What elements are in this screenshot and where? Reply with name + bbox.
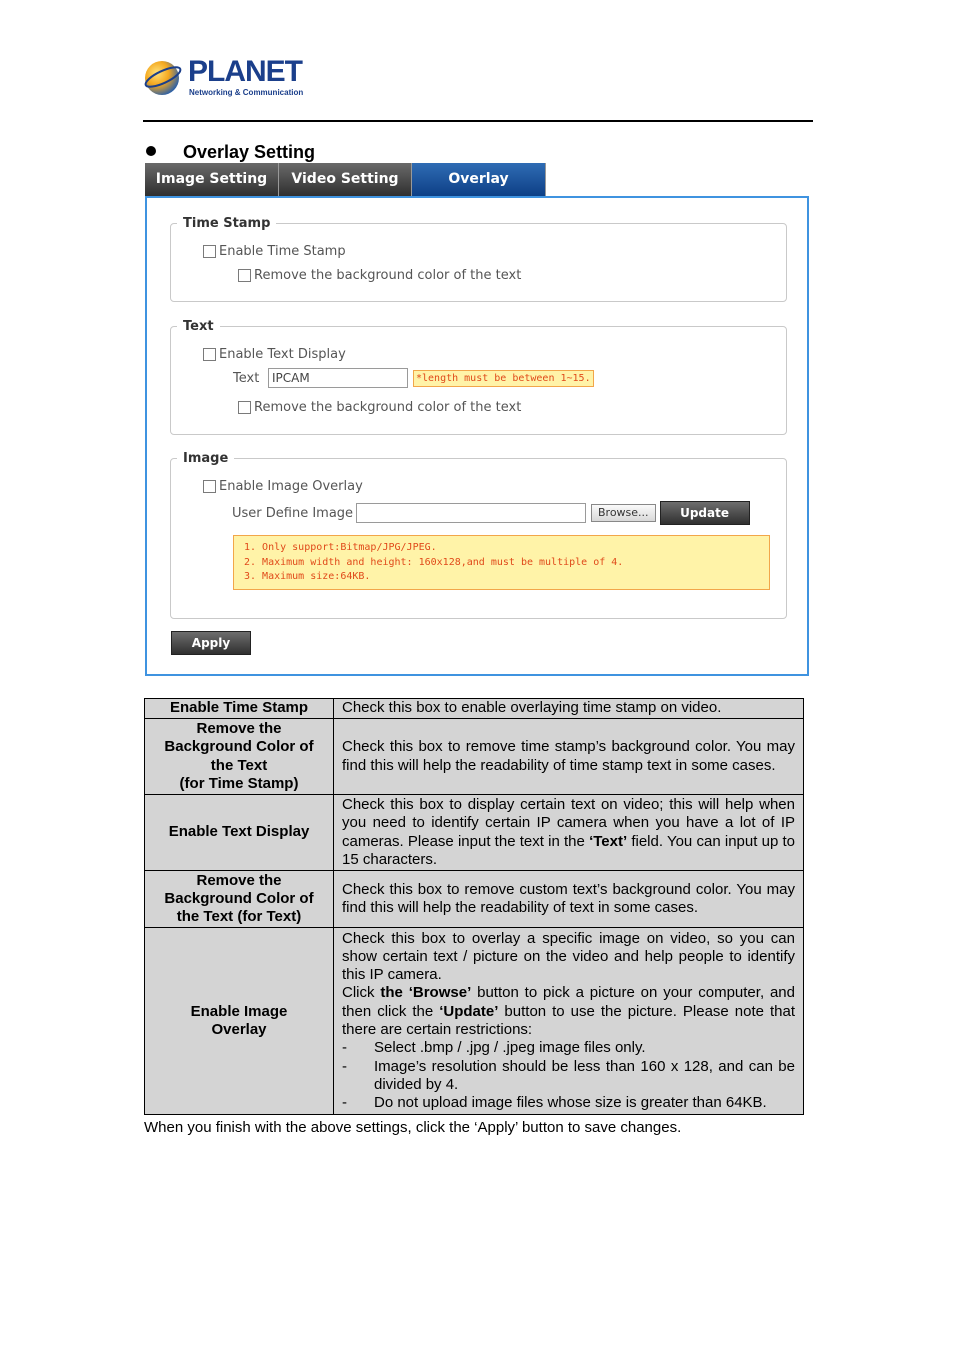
- dash-bullet: -: [342, 1039, 347, 1057]
- dash-bullet: -: [342, 1057, 347, 1075]
- enable-text-checkbox[interactable]: [203, 348, 216, 361]
- row-description: [334, 928, 804, 1115]
- tab-image-setting[interactable]: Image Setting: [145, 163, 279, 196]
- note-line: 2. Maximum width and height: 160x128,and must be multiple of 4.: [244, 556, 624, 568]
- table-row: [145, 699, 804, 719]
- desc-text: Check this box to display certain text on video; this will help when you need to identify certain IP camera when you have a lot of IP cameras. Please input the text in the: [342, 795, 795, 850]
- restriction-item: [342, 1039, 795, 1057]
- desc-paragraph: Check this box to overlay a specific image on video, so you can show certain text / picture on the video and help people to identify this IP camera.: [342, 929, 795, 984]
- globe-icon: [143, 56, 183, 98]
- table-row: [145, 719, 804, 795]
- user-image-row: [232, 501, 750, 525]
- enable-timestamp-checkbox[interactable]: [203, 245, 216, 258]
- table-row: [145, 871, 804, 928]
- label-line: the Text: [210, 756, 268, 774]
- enable-timestamp-label: Enable Time Stamp: [219, 244, 346, 259]
- tab-video-setting[interactable]: Video Setting: [279, 163, 412, 196]
- row-label: [145, 719, 334, 795]
- timestamp-group: [170, 216, 787, 302]
- timestamp-legend: Time Stamp: [183, 216, 271, 231]
- note-line: 3. Maximum size:64KB.: [244, 571, 371, 582]
- label-line: the Text (for Text): [176, 908, 302, 926]
- tab-overlay[interactable]: Overlay: [412, 163, 546, 196]
- planet-logo: [143, 56, 303, 100]
- desc-emphasis: ‘Text’: [589, 832, 628, 850]
- row-label: Enable Text Display: [145, 795, 334, 871]
- row-description: Check this box to remove time stamp’s background color. You may find this will help the readability of time stamp text in some cases.: [334, 719, 804, 795]
- text-length-hint: *length must be between 1~15.: [413, 370, 594, 387]
- apply-button[interactable]: Apply: [171, 631, 251, 655]
- desc-emphasis: ‘Update’: [439, 1002, 499, 1020]
- text-input[interactable]: IPCAM: [268, 368, 408, 388]
- label-line: Background Color of: [164, 889, 314, 907]
- enable-image-label: Enable Image Overlay: [219, 479, 363, 494]
- restriction-text: Select .bmp / .jpg / .jpeg image files only.: [374, 1039, 646, 1057]
- desc-text: button to pick a picture on your computer, and then click the: [342, 984, 795, 1020]
- label-line: Remove the: [196, 871, 282, 889]
- row-label: [145, 928, 334, 1115]
- row-label: Enable Time Stamp: [145, 699, 334, 719]
- enable-text-label: Enable Text Display: [219, 347, 346, 362]
- section-heading: Overlay Setting: [183, 142, 316, 162]
- desc-text: field. You can input up to 15 characters.: [342, 832, 795, 868]
- restriction-text: Do not upload image files whose size is greater than 64KB.: [374, 1094, 767, 1112]
- text-field-label: Text: [233, 370, 260, 386]
- text-remove-bg-checkbox[interactable]: [238, 401, 251, 414]
- label-line: (for Time Stamp): [179, 774, 299, 792]
- enable-image-row: [203, 479, 363, 494]
- label-line: Background Color of: [164, 738, 314, 756]
- bullet: [146, 146, 156, 156]
- label-line: Enable Image: [190, 1002, 288, 1020]
- note-line: 1. Only support:Bitmap/JPG/JPEG.: [244, 542, 437, 553]
- logo-wordmark: PLANET: [188, 55, 302, 88]
- table-row: [145, 928, 804, 1115]
- enable-text-row: [203, 347, 346, 362]
- user-image-label: User Define Image: [232, 505, 354, 521]
- settings-tabs: [145, 163, 546, 196]
- browse-button[interactable]: Browse...: [591, 504, 656, 522]
- desc-text: Click: [342, 984, 381, 1002]
- desc-text: button to use the picture. Please note that there are certain restrictions:: [342, 1002, 795, 1038]
- enable-image-checkbox[interactable]: [203, 480, 216, 493]
- header-divider: [143, 120, 813, 122]
- enable-timestamp-row: [203, 244, 346, 259]
- overlay-panel: [145, 196, 809, 676]
- timestamp-remove-bg-row: [238, 268, 521, 283]
- restriction-item: [342, 1058, 795, 1095]
- row-description: [334, 795, 804, 871]
- label-line: Overlay: [211, 1021, 267, 1038]
- image-restrictions-notes: [233, 535, 770, 590]
- text-remove-bg-label: Remove the background color of the text: [254, 400, 522, 415]
- footer-note: When you finish with the above settings, click the ‘Apply’ button to save changes.: [144, 1119, 682, 1136]
- row-description: Check this box to remove custom text’s background color. You may find this will help the readability of text in some cases.: [334, 871, 804, 928]
- restriction-text: Image’s resolution should be less than 160 x 128, and can be divided by 4.: [374, 1057, 795, 1093]
- dash-bullet: -: [342, 1094, 347, 1112]
- logo-tagline: Networking & Communication: [189, 88, 304, 97]
- text-legend: Text: [183, 319, 214, 334]
- table-row: [145, 795, 804, 871]
- update-button[interactable]: Update: [660, 501, 750, 525]
- settings-description-table: [144, 698, 804, 1115]
- desc-emphasis: the ‘Browse’: [380, 984, 472, 1002]
- text-field-row: [233, 368, 594, 388]
- desc-paragraph: [342, 984, 795, 1039]
- timestamp-remove-bg-label: Remove the background color of the text: [254, 268, 522, 283]
- restriction-item: [342, 1094, 795, 1112]
- timestamp-remove-bg-checkbox[interactable]: [238, 269, 251, 282]
- user-image-input[interactable]: [356, 503, 586, 523]
- row-label: [145, 871, 334, 928]
- label-line: Remove the: [196, 719, 282, 737]
- text-remove-bg-row: [238, 400, 521, 415]
- row-description: Check this box to enable overlaying time stamp on video.: [334, 699, 804, 719]
- image-legend: Image: [183, 451, 229, 466]
